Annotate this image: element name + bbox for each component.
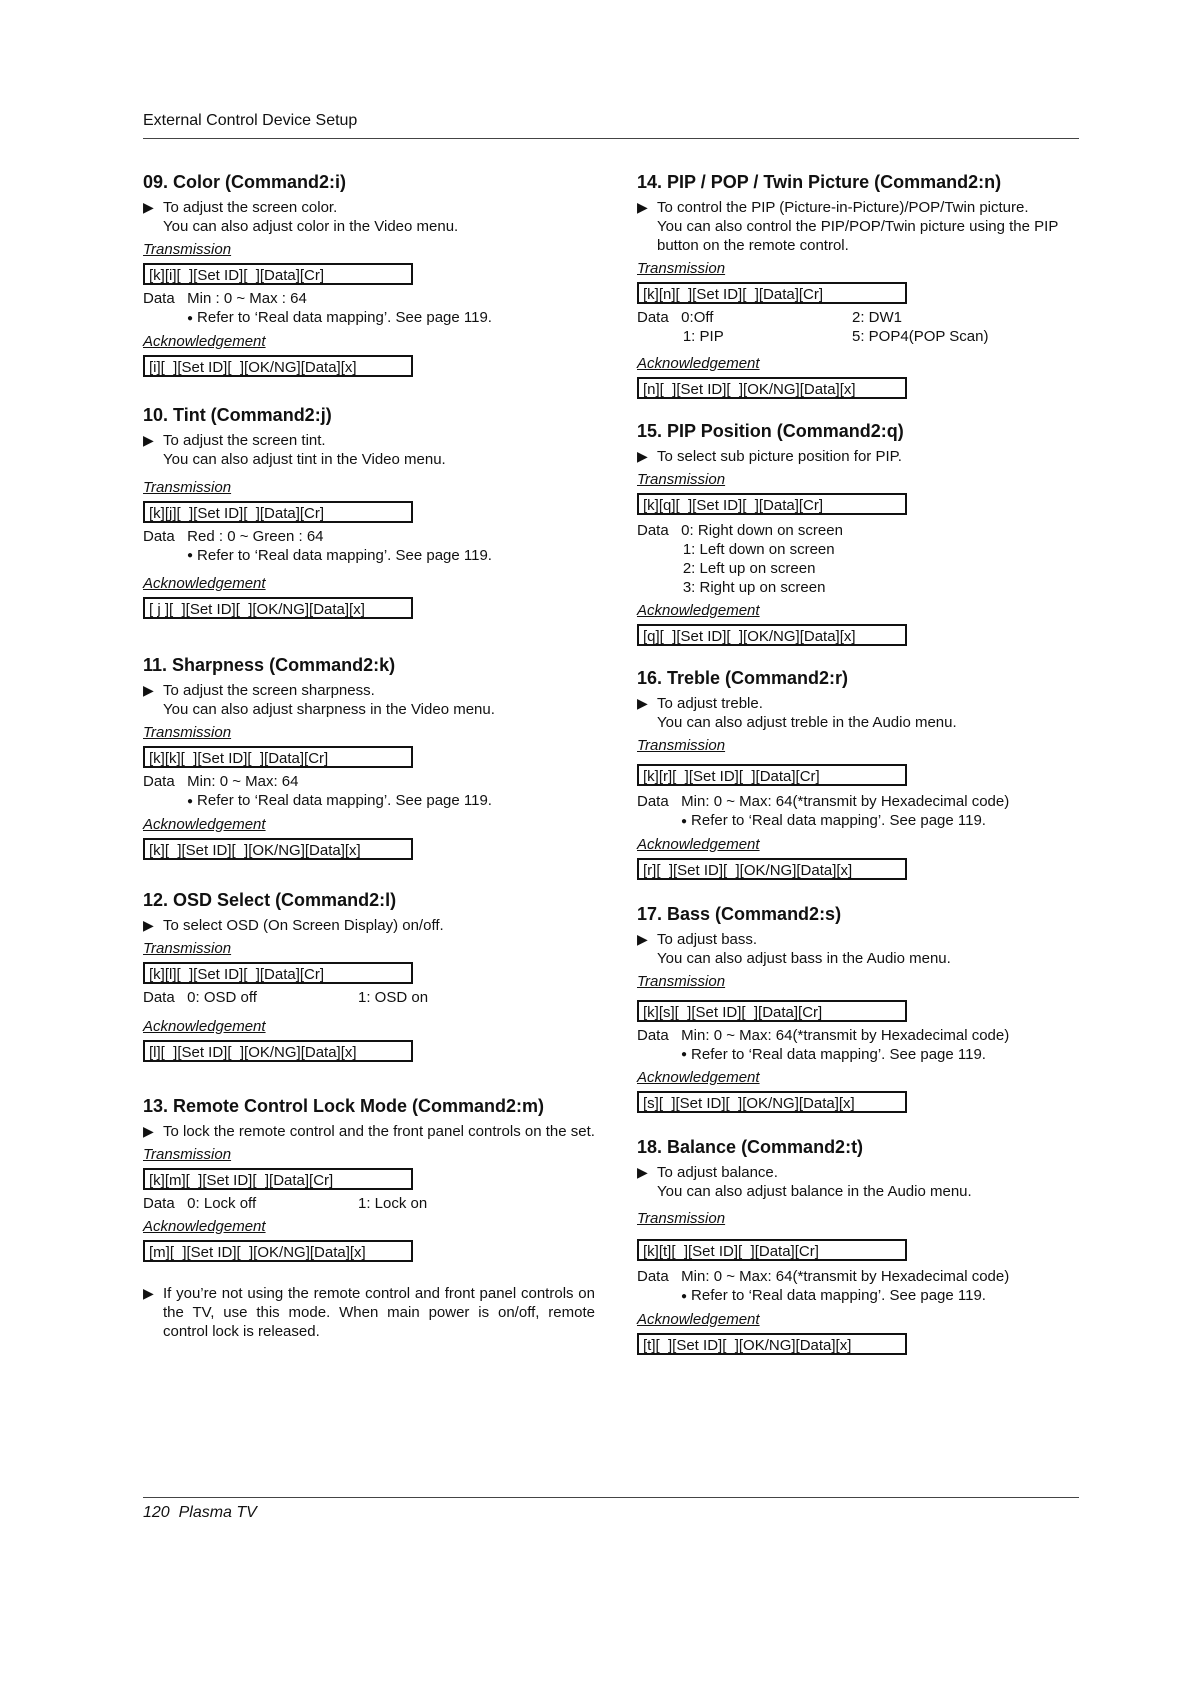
acknowledgement-box: [m][ ][Set ID][ ][OK/NG][Data][x] bbox=[143, 1240, 413, 1262]
acknowledgement-label: Acknowledgement bbox=[637, 1069, 760, 1087]
data-line: 1: Left down on screen bbox=[637, 541, 835, 558]
section-treble bbox=[637, 666, 1089, 880]
section-title: 13. Remote Control Lock Mode (Command2:m) bbox=[143, 1095, 545, 1116]
bullet-icon: ● bbox=[681, 815, 688, 827]
acknowledgement-box: [r][ ][Set ID][ ][OK/NG][Data][x] bbox=[637, 858, 907, 880]
mapping-note: ● Refer to ‘Real data mapping’. See page 119. bbox=[187, 546, 492, 564]
data-value: 1: Lock on bbox=[358, 1194, 428, 1212]
mapping-note: ● Refer to ‘Real data mapping’. See page 119. bbox=[187, 309, 492, 326]
section-description: ▶ To adjust bass. You can also adjust bass in the Audio menu. bbox=[637, 930, 951, 967]
data-value: Data 0:Off bbox=[637, 309, 714, 326]
transmission-label: Transmission bbox=[143, 241, 232, 258]
section-description: ▶ To lock the remote control and the front panel controls on the set. bbox=[143, 1122, 595, 1140]
section-title: 10. Tint (Command2:j) bbox=[143, 404, 332, 425]
data-value: Data 0: Lock off bbox=[143, 1194, 257, 1212]
acknowledgement-box: [n][ ][Set ID][ ][OK/NG][Data][x] bbox=[637, 377, 907, 399]
acknowledgement-label: Acknowledgement bbox=[143, 1017, 266, 1035]
section-description: ▶ To adjust balance. You can also adjust balance in the Audio menu. bbox=[637, 1164, 972, 1201]
section-title: 14. PIP / POP / Twin Picture (Command2:n) bbox=[637, 172, 1002, 192]
acknowledgement-box: [k][ ][Set ID][ ][OK/NG][Data][x] bbox=[143, 838, 413, 860]
section-remote-lock bbox=[143, 1094, 595, 1341]
section-pip-pop-twin bbox=[637, 170, 1089, 399]
section-pip-position bbox=[637, 419, 1089, 646]
play-arrow-icon: ▶ bbox=[637, 695, 648, 711]
section-description: ▶ To adjust the screen color. You can also adjust color in the Video menu. bbox=[143, 199, 459, 235]
bullet-icon: ● bbox=[187, 312, 194, 324]
play-arrow-icon: ▶ bbox=[143, 1284, 154, 1301]
data-value: 1: PIP bbox=[637, 328, 724, 345]
section-title: 12. OSD Select (Command2:l) bbox=[143, 889, 397, 910]
transmission-box: [k][t][ ][Set ID][ ][Data][Cr] bbox=[637, 1239, 907, 1261]
acknowledgement-label: Acknowledgement bbox=[637, 355, 760, 372]
transmission-label: Transmission bbox=[143, 1145, 232, 1163]
acknowledgement-box: [t][ ][Set ID][ ][OK/NG][Data][x] bbox=[637, 1333, 907, 1355]
mapping-note: ● Refer to ‘Real data mapping’. See page 119. bbox=[681, 1045, 986, 1063]
section-color bbox=[143, 170, 595, 377]
play-arrow-icon: ▶ bbox=[637, 448, 648, 464]
data-line: 3: Right up on screen bbox=[637, 579, 826, 596]
data-range: Data Min: 0 ~ Max: 64 bbox=[143, 773, 299, 791]
section-description: ▶ To select sub picture position for PIP. bbox=[637, 448, 902, 465]
header-rule bbox=[143, 138, 1079, 139]
transmission-label: Transmission bbox=[637, 260, 726, 277]
play-arrow-icon: ▶ bbox=[637, 1164, 648, 1181]
bullet-icon: ● bbox=[187, 795, 194, 807]
transmission-box: [k][r][ ][Set ID][ ][Data][Cr] bbox=[637, 764, 907, 786]
acknowledgement-label: Acknowledgement bbox=[637, 835, 760, 853]
data-values bbox=[637, 308, 1089, 346]
data-values bbox=[143, 988, 595, 1007]
data-value: 2: DW1 bbox=[852, 309, 903, 326]
section-title: 15. PIP Position (Command2:q) bbox=[637, 421, 904, 441]
data-value: 5: POP4(POP Scan) bbox=[852, 328, 989, 345]
section-title: 18. Balance (Command2:t) bbox=[637, 1137, 864, 1158]
section-description: ▶ To adjust the screen sharpness. You can also adjust sharpness in the Video menu. bbox=[143, 682, 495, 719]
section-title: 09. Color (Command2:i) bbox=[143, 172, 347, 192]
play-arrow-icon: ▶ bbox=[637, 199, 648, 215]
transmission-label: Transmission bbox=[637, 972, 726, 990]
data-value: 1: OSD on bbox=[358, 988, 429, 1006]
acknowledgement-label: Acknowledgement bbox=[143, 1217, 266, 1235]
play-arrow-icon: ▶ bbox=[143, 431, 154, 448]
transmission-label: Transmission bbox=[143, 939, 232, 957]
section-bass bbox=[637, 902, 1089, 1114]
acknowledgement-box: [l][ ][Set ID][ ][OK/NG][Data][x] bbox=[143, 1040, 413, 1062]
section-title: 11. Sharpness (Command2:k) bbox=[143, 655, 396, 676]
data-range: Data Min: 0 ~ Max: 64(*transmit by Hexadecimal code) bbox=[637, 1268, 1010, 1286]
section-tint bbox=[143, 403, 595, 620]
acknowledgement-label: Acknowledgement bbox=[143, 815, 266, 833]
transmission-box: [k][j][ ][Set ID][ ][Data][Cr] bbox=[143, 501, 413, 523]
bullet-icon: ● bbox=[681, 1290, 688, 1302]
bullet-icon: ● bbox=[187, 550, 194, 562]
acknowledgement-box: [ j ][ ][Set ID][ ][OK/NG][Data][x] bbox=[143, 597, 413, 619]
section-balance bbox=[637, 1135, 1089, 1355]
data-line: Data 0: Right down on screen bbox=[637, 522, 843, 539]
acknowledgement-label: Acknowledgement bbox=[637, 602, 760, 619]
play-arrow-icon: ▶ bbox=[143, 916, 154, 933]
bullet-icon: ● bbox=[681, 1049, 688, 1061]
transmission-box: [k][m][ ][Set ID][ ][Data][Cr] bbox=[143, 1168, 413, 1190]
transmission-box: [k][k][ ][Set ID][ ][Data][Cr] bbox=[143, 746, 413, 768]
acknowledgement-box: [q][ ][Set ID][ ][OK/NG][Data][x] bbox=[637, 624, 907, 646]
transmission-box: [k][n][ ][Set ID][ ][Data][Cr] bbox=[637, 282, 907, 304]
section-description: ▶ To control the PIP (Picture-in-Picture)/POP/Twin picture. You can also control the PIP/POP/Twin picture using the PIP button on the remote control. bbox=[637, 199, 1059, 254]
acknowledgement-label: Acknowledgement bbox=[143, 332, 266, 350]
data-values bbox=[143, 1194, 595, 1213]
data-range: Data Min : 0 ~ Max : 64 bbox=[143, 290, 307, 307]
play-arrow-icon: ▶ bbox=[143, 199, 154, 215]
right-column bbox=[637, 170, 1089, 1359]
page-header: External Control Device Setup bbox=[143, 112, 358, 129]
page-footer: 120 Plasma TV bbox=[143, 1504, 257, 1521]
acknowledgement-box: [i][ ][Set ID][ ][OK/NG][Data][x] bbox=[143, 355, 413, 377]
data-value: Data 0: OSD off bbox=[143, 988, 257, 1006]
section-title: 17. Bass (Command2:s) bbox=[637, 903, 842, 924]
transmission-box: [k][q][ ][Set ID][ ][Data][Cr] bbox=[637, 493, 907, 515]
left-column bbox=[143, 170, 595, 1341]
section-title: 16. Treble (Command2:r) bbox=[637, 668, 849, 688]
transmission-label: Transmission bbox=[637, 1210, 726, 1228]
mapping-note: ● Refer to ‘Real data mapping’. See page 119. bbox=[187, 792, 492, 810]
transmission-label: Transmission bbox=[637, 737, 726, 754]
data-line: 2: Left up on screen bbox=[637, 560, 816, 577]
acknowledgement-box: [s][ ][Set ID][ ][OK/NG][Data][x] bbox=[637, 1091, 907, 1113]
play-arrow-icon: ▶ bbox=[143, 1122, 154, 1139]
mapping-note: ● Refer to ‘Real data mapping’. See page 119. bbox=[681, 812, 986, 829]
lock-mode-note: ▶ If you’re not using the remote control and front panel controls on the TV, use this mode. When main power is on/off, remote control lock is released. bbox=[143, 1284, 595, 1340]
footer-rule bbox=[143, 1497, 1079, 1498]
acknowledgement-label: Acknowledgement bbox=[143, 575, 266, 593]
section-description: ▶ To adjust treble. You can also adjust treble in the Audio menu. bbox=[637, 695, 957, 731]
section-sharpness bbox=[143, 653, 595, 860]
transmission-label: Transmission bbox=[143, 478, 232, 496]
data-range: Data Min: 0 ~ Max: 64(*transmit by Hexadecimal code) bbox=[637, 793, 1010, 810]
play-arrow-icon: ▶ bbox=[143, 682, 154, 699]
data-range: Data Min: 0 ~ Max: 64(*transmit by Hexadecimal code) bbox=[637, 1026, 1010, 1044]
acknowledgement-label: Acknowledgement bbox=[637, 1310, 760, 1328]
play-arrow-icon: ▶ bbox=[637, 930, 648, 947]
section-osd-select bbox=[143, 888, 595, 1062]
transmission-label: Transmission bbox=[143, 724, 232, 742]
section-description: ▶ To select OSD (On Screen Display) on/off. bbox=[143, 916, 444, 934]
transmission-box: [k][i][ ][Set ID][ ][Data][Cr] bbox=[143, 263, 413, 285]
transmission-box: [k][l][ ][Set ID][ ][Data][Cr] bbox=[143, 962, 413, 984]
mapping-note: ● Refer to ‘Real data mapping’. See page 119. bbox=[681, 1287, 986, 1305]
transmission-label: Transmission bbox=[637, 471, 726, 488]
section-description: ▶ To adjust the screen tint. You can also adjust tint in the Video menu. bbox=[143, 431, 446, 468]
data-range: Data Red : 0 ~ Green : 64 bbox=[143, 527, 324, 545]
transmission-box: [k][s][ ][Set ID][ ][Data][Cr] bbox=[637, 1000, 907, 1022]
